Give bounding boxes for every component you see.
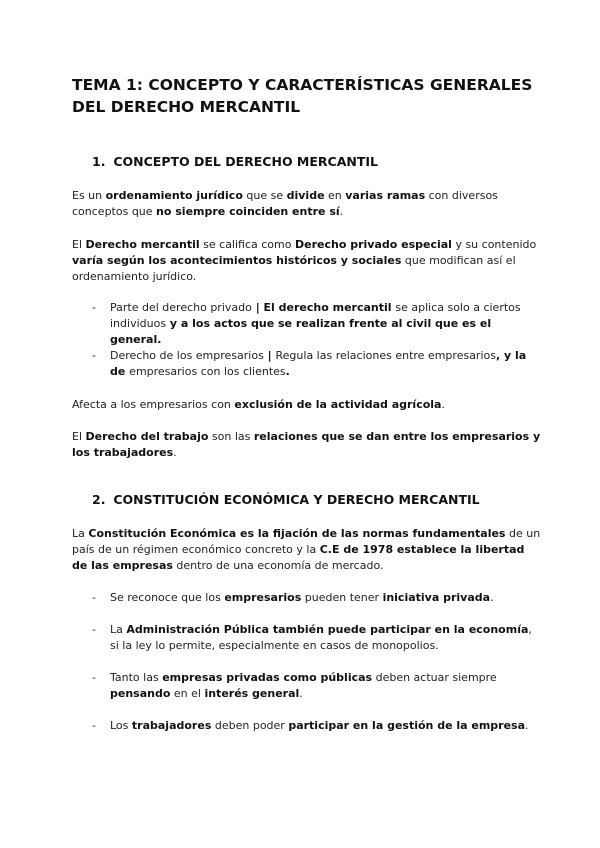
- emphasis-text: participar en la gestión de la empresa: [288, 719, 526, 732]
- paragraph: Afecta a los empresarios con exclusión de la actividad agrícola.: [72, 398, 445, 411]
- emphasis-text: , y la de: [110, 349, 527, 378]
- list-item-text: Derecho de los empresarios | Regula las relaciones entre empresarios, y la de empresarios con los clientes.: [110, 349, 527, 378]
- paragraph: La Constitución Económica es la fijación de las normas fundamentales de un país de un régimen económico concreto y la C.E de 1978 establece la libertad de las empresas dentro de una economía de mercado.: [72, 527, 541, 572]
- bullet-dash: -: [92, 591, 96, 604]
- emphasis-text: Constitución Económica es la fijación de las normas fundamentales: [88, 527, 506, 540]
- emphasis-text: varía según los acontecimientos históricos y sociales: [72, 254, 402, 267]
- emphasis-text: interés general: [204, 687, 300, 700]
- bullet-dash: -: [92, 349, 96, 362]
- bullet-dash: -: [92, 301, 96, 314]
- emphasis-text: | El derecho mercantil: [251, 301, 396, 314]
- section-heading-text: CONCEPTO DEL DERECHO MERCANTIL: [113, 154, 378, 169]
- emphasis-text: Derecho mercantil: [85, 238, 200, 251]
- paragraph: El Derecho del trabajo son las relaciones que se dan entre los empresarios y los trabajadores.: [72, 430, 541, 459]
- list-item-text: La Administración Pública también puede participar en la economía, si la ley lo permite, especialmente en casos de monopolios.: [110, 623, 532, 652]
- emphasis-text: relaciones que se dan entre los empresarios y los trabajadores: [72, 430, 541, 459]
- paragraph: El Derecho mercantil se califica como Derecho privado especial y su contenido varía según los acontecimientos históricos y sociales que modifican así el ordenamiento jurídico.: [72, 238, 537, 283]
- section-heading-text: CONSTITUCIÓN ECONÓMICA Y DERECHO MERCANTIL: [113, 492, 480, 507]
- emphasis-text: .: [285, 365, 290, 378]
- emphasis-text: Administración Pública también puede participar en la economía: [126, 623, 529, 636]
- list-item-text: Se reconoce que los empresarios pueden tener iniciativa privada.: [110, 591, 494, 604]
- section-heading-1: [92, 154, 378, 170]
- page-title: TEMA 1: CONCEPTO Y CARACTERÍSTICAS GENERALES DEL DERECHO MERCANTIL: [72, 76, 533, 116]
- list-item-text: Tanto las empresas privadas como públicas deben actuar siempre pensando en el interés general.: [110, 671, 497, 700]
- emphasis-text: varias ramas: [345, 189, 426, 202]
- section-number: 1.: [92, 154, 106, 169]
- emphasis-text: empresarios: [224, 591, 302, 604]
- emphasis-text: y a los actos que se realizan frente al civil que es el general.: [110, 317, 492, 346]
- emphasis-text: exclusión de la actividad agrícola: [234, 398, 442, 411]
- bullet-dash: -: [92, 719, 96, 732]
- emphasis-text: Derecho privado especial: [294, 238, 452, 251]
- emphasis-text: empresas privadas como públicas: [162, 671, 373, 684]
- emphasis-text: pensando: [110, 687, 171, 700]
- emphasis-text: C.E de 1978 establece la libertad de las empresas: [72, 543, 525, 572]
- section-number: 2.: [92, 492, 106, 507]
- list-item-text: Parte del derecho privado | El derecho mercantil se aplica solo a ciertos individuos y a los actos que se realizan frente al civil que es el general.: [110, 301, 521, 346]
- bullet-dash: -: [92, 671, 96, 684]
- paragraph: Es un ordenamiento jurídico que se divide en varias ramas con diversos conceptos que no siempre coinciden entre sí.: [72, 189, 498, 218]
- emphasis-text: |: [263, 349, 276, 362]
- emphasis-text: divide: [286, 189, 325, 202]
- bullet-dash: -: [92, 623, 96, 636]
- emphasis-text: no siempre coinciden entre sí: [156, 205, 340, 218]
- emphasis-text: trabajadores: [131, 719, 212, 732]
- emphasis-text: Derecho del trabajo: [85, 430, 209, 443]
- list-item-text: Los trabajadores deben poder participar en la gestión de la empresa.: [110, 719, 529, 732]
- emphasis-text: iniciativa privada: [382, 591, 491, 604]
- emphasis-text: ordenamiento jurídico: [105, 189, 243, 202]
- section-heading-2: [92, 492, 480, 508]
